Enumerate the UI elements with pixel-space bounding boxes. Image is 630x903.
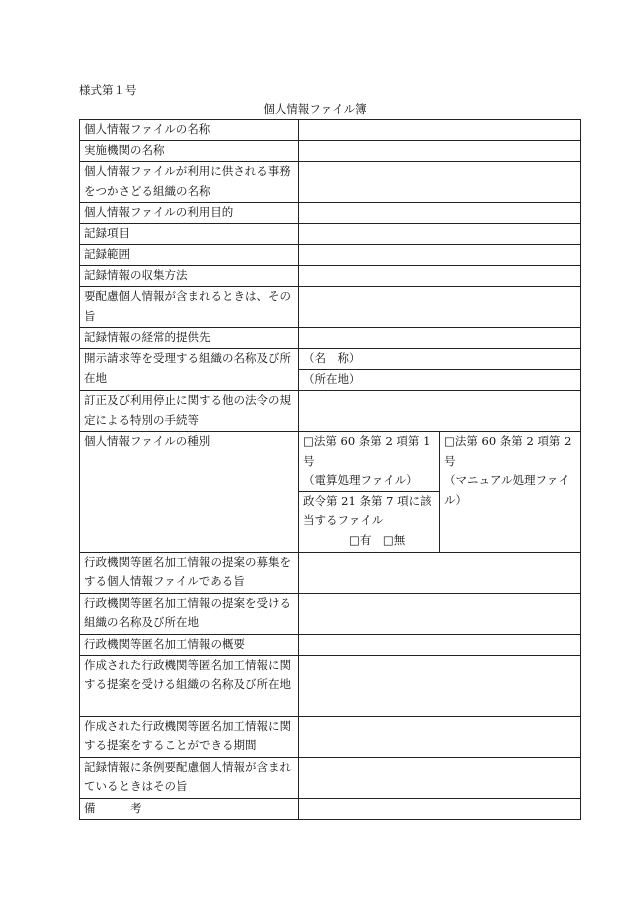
row-value [299, 266, 581, 287]
ordinance-file-check [299, 491, 440, 552]
row-value [299, 552, 581, 593]
remarks-label: 備 考 [80, 798, 299, 819]
table-row [80, 757, 581, 798]
row-value [299, 757, 581, 798]
row-label: 個人情報ファイルの利用目的 [80, 203, 299, 224]
row-label: 開示請求等を受理する組織の名称及び所在地 [80, 349, 299, 391]
row-label: 行政機関等匿名加工情報の提案を受ける組織の名称及び所在地 [80, 593, 299, 634]
row-label: 個人情報ファイルの種別 [80, 432, 299, 553]
table-row [80, 162, 581, 203]
option-note: （マニュアル処理ファイル） [444, 473, 570, 507]
table-row [80, 391, 581, 432]
row-label: 記録情報の収集方法 [80, 266, 299, 287]
file-type-option-manual [440, 432, 581, 553]
row-value [299, 391, 581, 432]
option-label: □法第 60 条第 2 項第 2 号 [444, 434, 572, 468]
row-value [299, 120, 581, 141]
receiving-org-address-field: （所在地） [299, 370, 581, 391]
ordinance-label: 政令第 21 条第 7 項に該当するファイル [303, 493, 432, 527]
row-value [299, 798, 581, 819]
form-number: 様式第１号 [79, 83, 137, 97]
row-label: 訂正及び利用停止に関する他の法令の規定による特別の手続等 [80, 391, 299, 432]
row-label: 記録情報に条例要配慮個人情報が含まれているときはその旨 [80, 757, 299, 798]
row-label: 記録情報の経常的提供先 [80, 328, 299, 349]
row-label: 記録範囲 [80, 245, 299, 266]
row-value [299, 245, 581, 266]
table-row [80, 552, 581, 593]
table-row [80, 798, 581, 819]
table-row [80, 593, 581, 634]
table-row [80, 349, 581, 370]
table-row [80, 716, 581, 757]
row-label: 行政機関等匿名加工情報の提案の募集をする個人情報ファイルである旨 [80, 552, 299, 593]
row-value [299, 593, 581, 634]
row-label: 行政機関等匿名加工情報の概要 [80, 634, 299, 655]
row-value [299, 634, 581, 655]
ordinance-checkboxes: □有 □無 [349, 532, 406, 547]
row-value [299, 716, 581, 757]
row-value [299, 162, 581, 203]
document-title: 個人情報ファイル簿 [263, 102, 367, 116]
row-value [299, 141, 581, 162]
option-label: □法第 60 条第 2 項第 1 号 [303, 434, 431, 468]
row-value [299, 287, 581, 328]
row-label: 記録項目 [80, 224, 299, 245]
table-row [80, 141, 581, 162]
row-value [299, 328, 581, 349]
row-value [299, 203, 581, 224]
personal-info-file-register-table [79, 119, 581, 820]
table-row [80, 224, 581, 245]
row-label: 作成された行政機関等匿名加工情報に関する提案を受ける組織の名称及び所在地 [80, 655, 299, 716]
file-type-option-electronic [299, 432, 440, 492]
option-note: （電算処理ファイル） [303, 473, 418, 487]
table-row [80, 120, 581, 141]
row-label: 個人情報ファイルが利用に供される事務をつかさどる組織の名称 [80, 162, 299, 203]
row-label: 作成された行政機関等匿名加工情報に関する提案をすることができる期間 [80, 716, 299, 757]
table-row [80, 287, 581, 328]
table-row [80, 328, 581, 349]
row-value [299, 224, 581, 245]
table-row [80, 203, 581, 224]
table-row [80, 655, 581, 716]
row-label: 要配慮個人情報が含まれるときは、その旨 [80, 287, 299, 328]
table-row [80, 634, 581, 655]
table-row [80, 432, 581, 492]
row-label: 実施機関の名称 [80, 141, 299, 162]
row-label: 個人情報ファイルの名称 [80, 120, 299, 141]
table-row [80, 245, 581, 266]
row-value [299, 655, 581, 716]
table-row [80, 266, 581, 287]
receiving-org-name-field: （名 称） [299, 349, 581, 370]
